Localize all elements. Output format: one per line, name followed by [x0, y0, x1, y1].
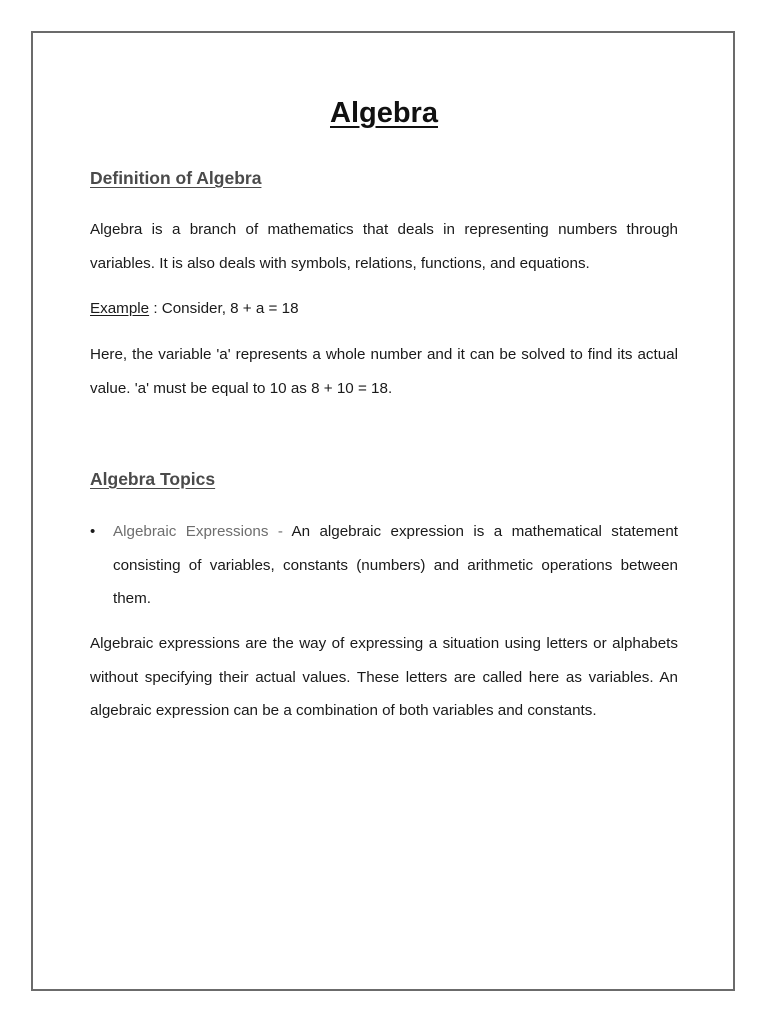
definition-heading: Definition of Algebra — [90, 168, 262, 188]
topics-heading: Algebra Topics — [90, 469, 216, 489]
document-title: Algebra — [330, 97, 438, 129]
definition-paragraph-block — [90, 213, 678, 280]
example-line — [90, 298, 678, 320]
expressions-paragraph-block — [90, 627, 678, 728]
explanation-block — [90, 338, 678, 405]
topics-list — [90, 515, 678, 616]
topic-description: An algebraic expression is a mathematical statement consisting of variables, constants (numbers) and arithmetic operations between them. — [113, 523, 678, 607]
definition-section — [90, 168, 678, 189]
topics-section — [90, 469, 678, 490]
definition-paragraph: Algebra is a branch of mathematics that deals in representing numbers through variables. It is also deals with symbols, relations, functions, and equations. — [90, 221, 678, 272]
topics-list-block — [90, 515, 678, 616]
topic-term: Algebraic Expressions - — [113, 523, 292, 540]
explanation-paragraph: Here, the variable 'a' represents a whole number and it can be solved to find its actual value. 'a' must be equal to 10 as 8 + 10 = 18. — [90, 346, 678, 397]
expressions-paragraph: Algebraic expressions are the way of expressing a situation using letters or alphabets without specifying their actual values. These letters are called here as variables. An algebraic expression can be a combination of both variables and constants. — [90, 635, 678, 719]
bullet-icon: • — [90, 523, 96, 540]
example-block — [90, 298, 678, 320]
example-text: : Consider, 8 + a = 18 — [149, 300, 299, 317]
list-item — [90, 515, 678, 616]
example-label: Example — [90, 300, 150, 317]
